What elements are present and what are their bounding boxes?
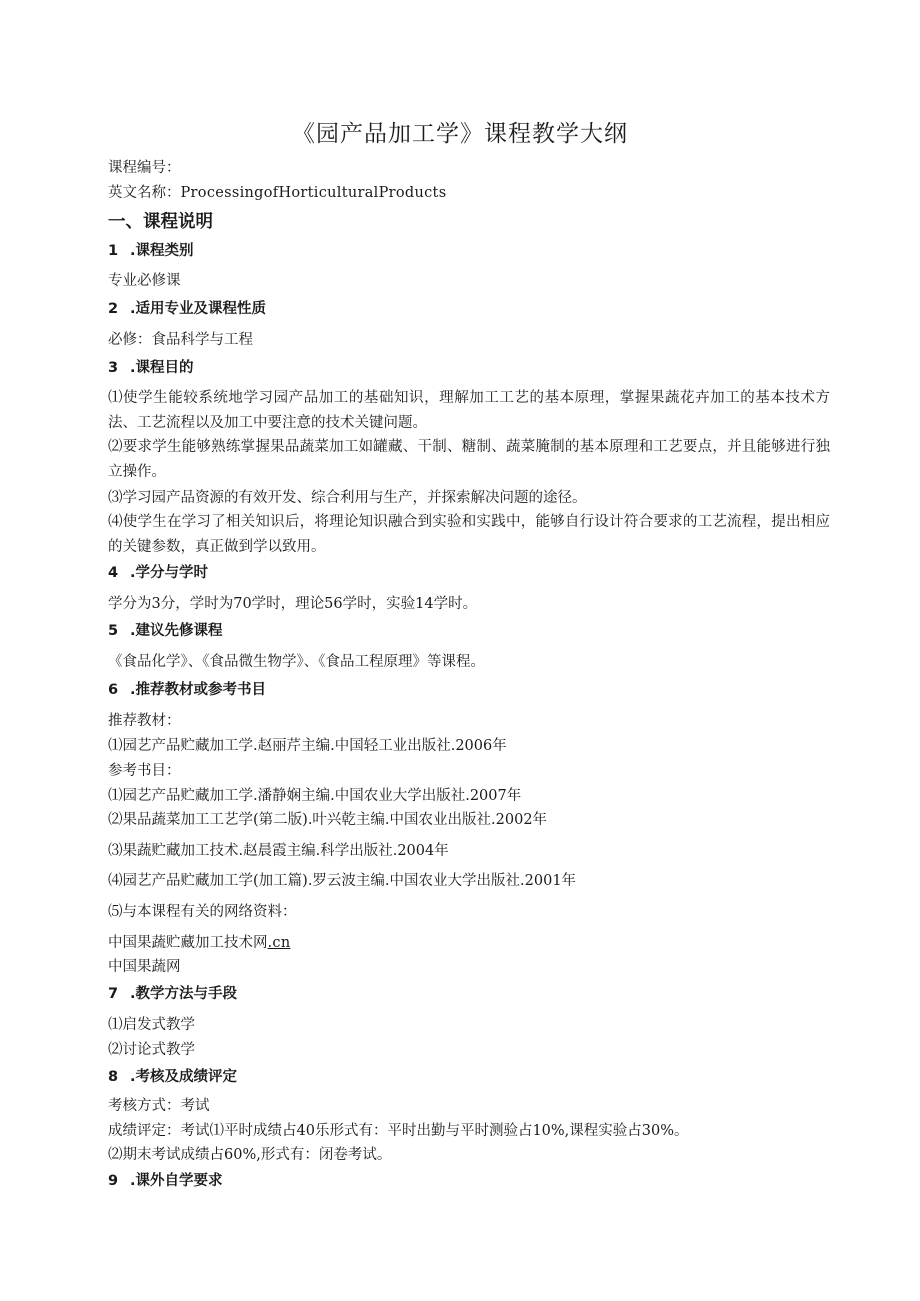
english-name-line [108, 182, 446, 204]
heading-number: 7 [108, 986, 119, 1002]
heading-number: 9 [108, 1173, 119, 1189]
document-title: 《园产品加工学》课程教学大纲 [292, 121, 628, 147]
assessment-evaluation-2: ⑵期末考试成绩占60%,形式有：闭卷考试。 [108, 1147, 392, 1163]
heading-number: 1 [108, 243, 119, 259]
heading-teaching-methods [108, 983, 237, 1005]
heading-text: .建议先修课程 [130, 623, 223, 639]
course-category-body: 专业必修课 [108, 273, 181, 289]
heading-text: .推荐教材或参考书目 [130, 682, 267, 698]
heading-credits-hours [108, 562, 208, 584]
credits-hours-body: 学分为3分，学时为70学时，理论56学时，实验14学时。 [108, 596, 478, 612]
reference-label: 参考书目： [108, 763, 181, 779]
web-resource-2: 中国果蔬网 [108, 959, 181, 975]
web-resource-1-link[interactable]: .cn [267, 935, 291, 951]
heading-text: .课程类别 [130, 243, 194, 259]
heading-number: 8 [108, 1069, 119, 1085]
heading-number: 4 [108, 565, 119, 581]
course-code-label: 课程编号： [108, 160, 181, 176]
assessment-evaluation-1: 成绩评定：考试⑴平时成绩占40乐形式有：平时出勤与平时测验占10%,课程实验占30%。 [108, 1123, 689, 1139]
applicable-major-body: 必修：食品科学与工程 [108, 332, 253, 348]
objective-paragraph-1: ⑴使学生能较系统地学习园产品加工的基础知识，理解加工工艺的基本原理，掌握果蔬花卉加工的基本技术方法、工艺流程以及加工中要注意的技术关键问题。 [108, 390, 830, 431]
heading-course-objectives [108, 357, 194, 379]
reference-item-4: ⑷园艺产品贮藏加工学(加工篇).罗云波主编.中国农业大学出版社.2001年 [108, 873, 577, 889]
reference-item-1: ⑴园艺产品贮藏加工学.潘静娴主编.中国农业大学出版社.2007年 [108, 788, 522, 804]
heading-text: .考核及成绩评定 [130, 1069, 238, 1085]
heading-number: 6 [108, 682, 119, 698]
objective-paragraph-2: ⑵要求学生能够熟练掌握果品蔬菜加工如罐藏、干制、糖制、蔬菜腌制的基本原理和工艺要点，并且能够进行独立操作。 [108, 439, 830, 480]
heading-number: 2 [108, 301, 119, 317]
teaching-method-2: ⑵讨论式教学 [108, 1042, 195, 1058]
heading-text: .学分与学时 [130, 565, 209, 581]
prerequisites-body: 《食品化学》、《食品微生物学》、《食品工程原理》等课程。 [108, 654, 485, 670]
objective-paragraph-4: ⑷使学生在学习了相关知识后，将理论知识融合到实验和实践中，能够自行设计符合要求的工艺流程，提出相应的关键参数，真正做到学以致用。 [108, 514, 830, 555]
section-heading-course-description: 一、课程说明 [108, 212, 213, 232]
heading-text: .教学方法与手段 [130, 986, 238, 1002]
heading-prerequisites [108, 620, 223, 642]
reference-item-3: ⑶果蔬贮藏加工技术.赵晨霞主编.科学出版社.2004年 [108, 843, 449, 859]
english-name-label: 英文名称： [108, 185, 181, 201]
assessment-mode: 考核方式：考试 [108, 1098, 210, 1114]
heading-number: 5 [108, 623, 119, 639]
english-name-value: ProcessingofHorticulturalProducts [180, 185, 447, 201]
teaching-method-1: ⑴启发式教学 [108, 1017, 195, 1033]
heading-assessment [108, 1066, 237, 1088]
objective-paragraph-3: ⑶学习园产品资源的有效开发、综合利用与生产，并探索解决问题的途径。 [108, 490, 587, 506]
web-resource-1 [108, 932, 290, 954]
heading-textbooks [108, 679, 266, 701]
heading-text: .适用专业及课程性质 [130, 301, 267, 317]
reference-item-2: ⑵果品蔬菜加工工艺学(第二版).叶兴乾主编.中国农业出版社.2002年 [108, 812, 548, 828]
reference-item-5: ⑸与本课程有关的网络资料： [108, 904, 297, 920]
textbook-label: 推荐教材： [108, 713, 181, 729]
heading-text: .课程目的 [130, 360, 194, 376]
heading-text: .课外自学要求 [130, 1173, 223, 1189]
web-resource-1-name: 中国果蔬贮藏加工技术网 [108, 935, 268, 951]
heading-number: 3 [108, 360, 119, 376]
heading-applicable-major [108, 298, 266, 320]
textbook-item-1: ⑴园艺产品贮藏加工学.赵丽芹主编.中国轻工业出版社.2006年 [108, 738, 507, 754]
heading-self-study [108, 1170, 223, 1192]
heading-course-category [108, 240, 194, 262]
